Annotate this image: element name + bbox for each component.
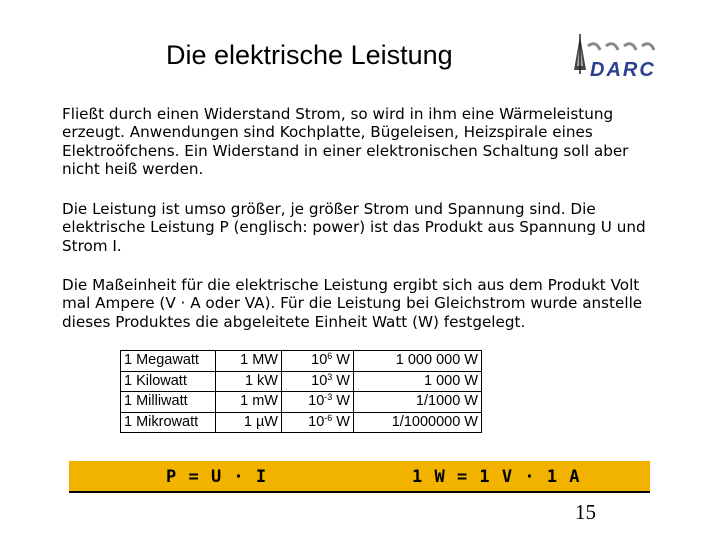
formula-watt: 1 W = 1 V · 1 A [412,467,581,487]
unit-full: 1/1000 W [354,392,482,413]
unit-abbr: 1 µW [216,412,282,433]
table-row [121,392,482,413]
unit-full: 1/1000000 W [354,412,482,433]
unit-power: $10^3$ W [282,371,354,392]
paragraph-1: Fließt durch einen Widerstand Strom, so wird in ihm eine Wärmeleistung erzeugt. Anwendungen sind Kochplatte, Bügeleisen, Heizspirale eines Elektroöfchens. Ein Widerstand in einer elektronischen Schaltung soll aber nicht heiß werden. [62,105,629,179]
formula-power: P = U · I [166,467,268,487]
darc-logo [566,30,666,88]
unit-abbr: 1 mW [216,392,282,413]
logo-swoosh [588,44,654,50]
unit-name: 1 Megawatt [121,351,216,372]
unit-power: $10^{-6}$ W [282,412,354,433]
page-number: 15 [575,500,596,524]
units-table [120,350,482,433]
table-row [121,351,482,372]
unit-name: 1 Kilowatt [121,371,216,392]
antenna-icon [574,34,586,74]
table-row [121,371,482,392]
logo-text: DARC [590,59,656,81]
slide-title: Die elektrische Leistung [166,40,453,70]
unit-abbr: 1 MW [216,351,282,372]
paragraph-2: Die Leistung ist umso größer, je größer Strom und Spannung sind. Die elektrische Leistung P (englisch: power) ist das Produkt aus Spannung U und Strom I. [62,200,646,255]
unit-abbr: 1 kW [216,371,282,392]
table-row [121,412,482,433]
unit-name: 1 Milliwatt [121,392,216,413]
unit-power: $10^6$ W [282,351,354,372]
unit-full: 1 000 000 W [354,351,482,372]
unit-power: $10^{-3}$ W [282,392,354,413]
paragraph-3: Die Maßeinheit für die elektrische Leistung ergibt sich aus dem Produkt Volt mal Ampere (V · A oder VA). Für die Leistung bei Gleichstrom wurde anstelle dieses Produktes die abgeleitete Einheit Watt (W) festgelegt. [62,276,643,331]
unit-name: 1 Mikrowatt [121,412,216,433]
unit-full: 1 000 W [354,371,482,392]
